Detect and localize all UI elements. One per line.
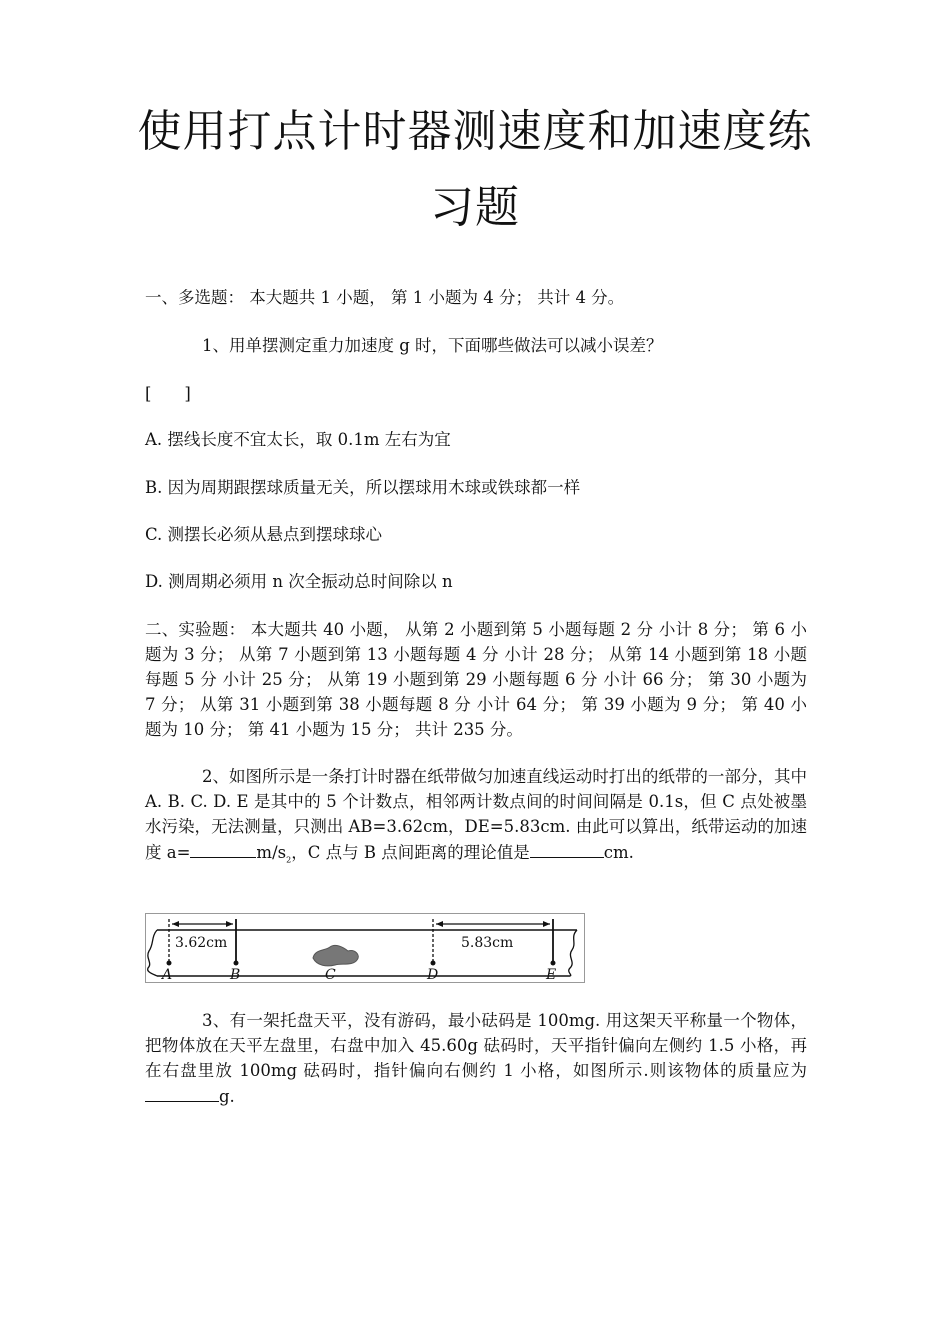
page-title-continued: 习题 <box>430 182 520 233</box>
answer-blank-acceleration[interactable] <box>190 839 256 858</box>
answer-blank-mass[interactable] <box>145 1083 219 1102</box>
question2-text <box>145 764 807 872</box>
count-point-d <box>431 961 436 966</box>
question1-option-b: B. 因为周期跟摆球质量无关，所以摆球用木球或铁球都一样 <box>145 478 581 497</box>
section2-header: 二、实验题： 本大题共 40 小题， 从第 2 小题到第 5 小题每题 2 分 小计 8 分； 第 6 小题为 3 分； 从第 7 小题到第 13 小题每题 4 分 小计 28 分； 从第 14 小题到第 18 小题每题 5 分 小计 25 分； 从第 19 小题到第 29 小题每题 6 分 小计 66 分； 第 30 小题为 7 分； 从第 31 小题到第 38 小题每题 8 分 小计 64 分； 第 39 小题为 9 分； 第 40 小题为 10 分； 第 41 小题为 15 分； 共计 235 分。 <box>145 620 807 739</box>
point-label-c: C <box>325 967 336 983</box>
answer-blank-bc-distance[interactable] <box>530 839 604 858</box>
label-de-distance: 5.83cm <box>461 935 514 951</box>
distance-unit: cm. <box>603 843 634 862</box>
question1-option-a: A. 摆线长度不宜太长，取 0.1m 左右为宜 <box>145 430 451 449</box>
question1-answer-bracket: [ ] <box>145 384 191 403</box>
section1-header: 一、多选题： 本大题共 1 小题， 第 1 小题为 4 分； 共计 4 分。 <box>145 288 625 307</box>
ticker-tape-figure <box>145 913 585 983</box>
question3-body: 3、有一架托盘天平，没有游码，最小砝码是 100mg. 用这架天平称量一个物体，把物体放在天平左盘里，右盘中加入 45.60g 砝码时，天平指针偏向左侧约 1.5 小格，再在右盘里放 100mg 砝码时，指针偏向右侧约 1 小格，如图所示.则该物体的质量应为 <box>145 1011 807 1080</box>
question3-text <box>145 1008 807 1109</box>
question2-body: 2、如图所示是一条打计时器在纸带做匀加速直线运动时打出的纸带的一部分，其中 A. B. C. D. E 是其中的 5 个计数点，相邻两计数点间的时间间隔是 0.1s，但 C 点处被墨水污染，无法测量，只测出 AB=3.62cm，DE=5.83cm. 由此可以算出，纸带运动的加速度 a= <box>145 767 807 862</box>
point-label-e: E <box>546 967 557 983</box>
page-title: 使用打点计时器测速度和加速度练 <box>137 106 813 157</box>
point-label-d: D <box>427 967 439 983</box>
acceleration-unit-exponent: 2 <box>286 855 292 865</box>
count-point-b <box>234 961 239 966</box>
question1-option-c: C. 测摆长必须从悬点到摆球球心 <box>145 525 383 544</box>
point-label-b: B <box>230 967 241 983</box>
mass-unit: g. <box>219 1087 235 1106</box>
label-ab-distance: 3.62cm <box>175 935 228 951</box>
point-label-a: A <box>162 967 173 983</box>
question1-option-d: D. 测周期必须用 n 次全振动总时间除以 n <box>145 572 453 591</box>
count-point-a <box>167 961 172 966</box>
acceleration-unit: m/s <box>256 843 287 862</box>
count-point-e <box>551 961 556 966</box>
question1-stem: 1、用单摆测定重力加速度 g 时，下面哪些做法可以减小误差？ <box>202 336 663 355</box>
question2-body-continued: ，C 点与 B 点间距离的理论值是 <box>291 843 530 862</box>
